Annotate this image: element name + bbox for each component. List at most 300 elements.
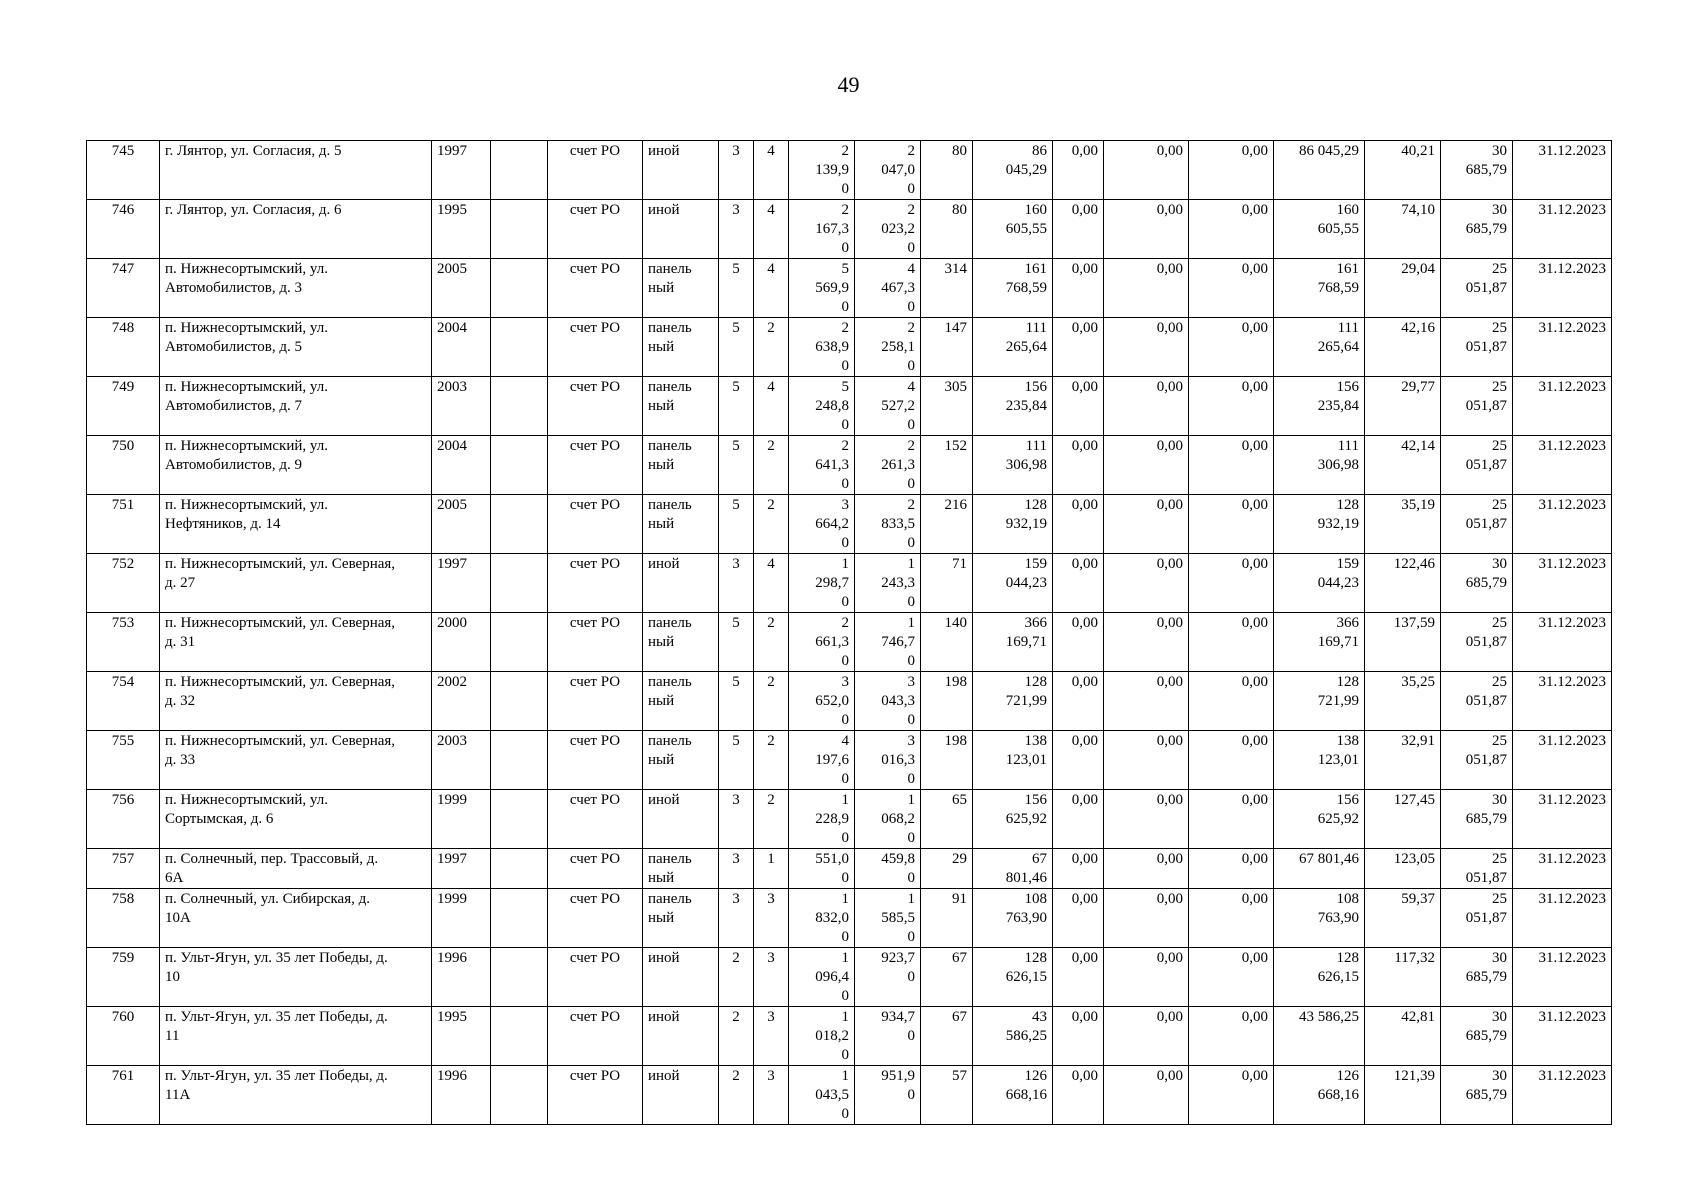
- cell-floors: 5: [719, 259, 754, 318]
- cell-fund-local: 0,00: [1189, 1066, 1274, 1125]
- table-row: [87, 259, 1612, 318]
- cell-cost-limit-line: 30: [1492, 1009, 1507, 1025]
- cell-fund-regional: 0,00: [1104, 613, 1189, 672]
- cell-address-line: п. Ульт-Ягун, ул. 35 лет Победы, д.: [165, 950, 388, 966]
- cell-wall-material-line: ный: [648, 457, 675, 473]
- cell-address-line: Автомобилистов, д. 9: [165, 457, 303, 473]
- cell-area-total-line: 298,7: [815, 575, 849, 591]
- cell-area-living-line: 0: [907, 653, 915, 669]
- cell-area-total: [789, 1007, 855, 1066]
- cell-entrances: 3: [754, 948, 789, 1007]
- cell-address-line: п. Нижнесортымский, ул.: [165, 438, 328, 454]
- cell-address: [160, 377, 432, 436]
- cell-area-total: [789, 849, 855, 889]
- cell-entrances: 3: [754, 1007, 789, 1066]
- cell-fund-owners: [1274, 672, 1365, 731]
- cell-wall-material: [643, 849, 719, 889]
- cell-area-living: [855, 495, 921, 554]
- cell-fund-regional: 0,00: [1104, 495, 1189, 554]
- table-row: [87, 200, 1612, 259]
- cell-fund-local: 0,00: [1189, 790, 1274, 849]
- cell-fund-method: счет РО: [548, 731, 643, 790]
- cell-cost-limit: [1441, 613, 1513, 672]
- cell-fund-local: 0,00: [1189, 849, 1274, 889]
- cell-cost-per-sqm: 42,16: [1365, 318, 1441, 377]
- cell-fund-owners-line: 721,99: [1317, 693, 1359, 709]
- cell-fund-owners-line: 159: [1336, 556, 1359, 572]
- cell-cost-per-sqm: 29,77: [1365, 377, 1441, 436]
- cell-fund-method: счет РО: [548, 554, 643, 613]
- cell-cost-total-line: 605,55: [1005, 221, 1047, 237]
- cell-cost-per-sqm: 29,04: [1365, 259, 1441, 318]
- cell-fund-owners-line: 156: [1336, 379, 1359, 395]
- cell-area-living-line: 2: [907, 202, 915, 218]
- cell-fund-method: счет РО: [548, 495, 643, 554]
- cell-empty: [491, 259, 548, 318]
- cell-cost-per-sqm: 42,14: [1365, 436, 1441, 495]
- cell-address-line: д. 27: [165, 575, 196, 591]
- cell-cost-limit: [1441, 672, 1513, 731]
- cell-area-total-line: 569,9: [815, 280, 849, 296]
- cell-residents: 91: [921, 889, 973, 948]
- cell-cost-total-line: 625,92: [1005, 811, 1047, 827]
- cell-cost-total-line: 586,25: [1005, 1028, 1047, 1044]
- cell-entrances: 1: [754, 849, 789, 889]
- cell-cost-total-line: 169,71: [1005, 634, 1047, 650]
- cell-wall-material: [643, 672, 719, 731]
- cell-cost-per-sqm: 40,21: [1365, 141, 1441, 200]
- cell-area-living: [855, 318, 921, 377]
- cell-wall-material-line: ный: [648, 280, 675, 296]
- cell-area-total: [789, 731, 855, 790]
- cell-area-total: [789, 889, 855, 948]
- cell-number: 749: [87, 377, 160, 436]
- cell-area-living-line: 1: [907, 891, 915, 907]
- cell-cost-total: [973, 849, 1053, 889]
- cell-fund-local: 0,00: [1189, 889, 1274, 948]
- cell-area-total-line: 1: [841, 1068, 849, 1084]
- cell-area-total-line: 2: [841, 438, 849, 454]
- cell-cost-total-line: 111: [1025, 438, 1047, 454]
- cell-area-living-line: 0: [907, 1028, 915, 1044]
- cell-wall-material-line: иной: [648, 792, 680, 808]
- cell-wall-material-line: иной: [648, 556, 680, 572]
- cell-cost-per-sqm: 127,45: [1365, 790, 1441, 849]
- cell-cost-limit: [1441, 495, 1513, 554]
- cell-address-line: 6А: [165, 870, 184, 886]
- cell-cost-total: [973, 1066, 1053, 1125]
- cell-address-line: п. Нижнесортымский, ул.: [165, 497, 328, 513]
- cell-area-total-line: 832,0: [815, 910, 849, 926]
- cell-year: 1995: [432, 1007, 491, 1066]
- cell-cost-per-sqm: 59,37: [1365, 889, 1441, 948]
- cell-fund-local: 0,00: [1189, 495, 1274, 554]
- cell-cost-total: [973, 731, 1053, 790]
- cell-area-living-line: 833,5: [881, 516, 915, 532]
- cell-cost-total: [973, 790, 1053, 849]
- cell-area-total-line: 551,0: [815, 851, 849, 867]
- cell-deadline: 31.12.2023: [1513, 1066, 1612, 1125]
- cell-wall-material-line: панель: [648, 615, 692, 631]
- cell-fund-owners-line: 111: [1337, 438, 1359, 454]
- cell-area-living-line: 4: [907, 261, 915, 277]
- cell-year: 2002: [432, 672, 491, 731]
- cell-cost-limit-line: 685,79: [1465, 969, 1507, 985]
- cell-empty: [491, 436, 548, 495]
- cell-address-line: п. Нижнесортымский, ул. Северная,: [165, 615, 396, 631]
- cell-fund-regional: 0,00: [1104, 377, 1189, 436]
- cell-deadline: 31.12.2023: [1513, 731, 1612, 790]
- cell-address-line: д. 32: [165, 693, 196, 709]
- cell-fund-federal: 0,00: [1053, 200, 1104, 259]
- cell-area-living: [855, 1066, 921, 1125]
- cell-area-living-line: 0: [907, 771, 915, 787]
- cell-fund-owners-line: 605,55: [1317, 221, 1359, 237]
- cell-cost-total: [973, 495, 1053, 554]
- cell-year: 1996: [432, 1066, 491, 1125]
- cell-cost-limit: [1441, 731, 1513, 790]
- cell-deadline: 31.12.2023: [1513, 318, 1612, 377]
- cell-fund-owners-line: 128: [1336, 674, 1359, 690]
- cell-entrances: 2: [754, 318, 789, 377]
- cell-area-living-line: 258,1: [881, 339, 915, 355]
- cell-empty: [491, 889, 548, 948]
- cell-area-total: [789, 948, 855, 1007]
- cell-cost-total-line: 126: [1024, 1068, 1047, 1084]
- cell-wall-material-line: ный: [648, 634, 675, 650]
- cell-address-line: Автомобилистов, д. 7: [165, 398, 303, 414]
- cell-area-total: [789, 1066, 855, 1125]
- cell-area-total: [789, 200, 855, 259]
- cell-fund-owners-line: 768,59: [1317, 280, 1359, 296]
- cell-cost-limit-line: 051,87: [1465, 280, 1507, 296]
- cell-fund-owners-line: 169,71: [1317, 634, 1359, 650]
- cell-fund-regional: 0,00: [1104, 672, 1189, 731]
- cell-area-total-line: 1: [841, 1009, 849, 1025]
- cell-cost-total: [973, 889, 1053, 948]
- cell-fund-federal: 0,00: [1053, 554, 1104, 613]
- cell-cost-total: [973, 948, 1053, 1007]
- cell-wall-material-line: панель: [648, 733, 692, 749]
- cell-deadline: 31.12.2023: [1513, 259, 1612, 318]
- cell-fund-method: счет РО: [548, 849, 643, 889]
- cell-cost-limit-line: 30: [1492, 556, 1507, 572]
- cell-fund-regional: 0,00: [1104, 1066, 1189, 1125]
- cell-cost-limit: [1441, 259, 1513, 318]
- cell-residents: 71: [921, 554, 973, 613]
- cell-residents: 80: [921, 141, 973, 200]
- cell-fund-owners-line: 626,15: [1317, 969, 1359, 985]
- cell-fund-regional: 0,00: [1104, 141, 1189, 200]
- cell-number: 758: [87, 889, 160, 948]
- cell-cost-total: [973, 1007, 1053, 1066]
- cell-cost-per-sqm: 74,10: [1365, 200, 1441, 259]
- cell-area-total-line: 0: [841, 771, 849, 787]
- cell-cost-limit: [1441, 200, 1513, 259]
- cell-entrances: 3: [754, 1066, 789, 1125]
- cell-fund-regional: 0,00: [1104, 849, 1189, 889]
- cell-cost-limit-line: 685,79: [1465, 162, 1507, 178]
- cell-area-total: [789, 318, 855, 377]
- cell-area-total: [789, 672, 855, 731]
- cell-number: 757: [87, 849, 160, 889]
- cell-cost-limit-line: 25: [1492, 379, 1507, 395]
- cell-wall-material-line: ный: [648, 516, 675, 532]
- table-row: [87, 1007, 1612, 1066]
- cell-fund-owners: [1274, 554, 1365, 613]
- cell-cost-total-line: 128: [1024, 950, 1047, 966]
- cell-address-line: 11А: [165, 1087, 191, 1103]
- cell-fund-owners-line: 160: [1336, 202, 1359, 218]
- cell-address-line: п. Нижнесортымский, ул.: [165, 261, 328, 277]
- cell-deadline: 31.12.2023: [1513, 141, 1612, 200]
- cell-residents: 198: [921, 672, 973, 731]
- cell-area-total-line: 096,4: [815, 969, 849, 985]
- cell-area-living-line: 585,5: [881, 910, 915, 926]
- cell-area-total-line: 167,3: [815, 221, 849, 237]
- cell-area-living-line: 0: [907, 535, 915, 551]
- cell-address: [160, 495, 432, 554]
- cell-cost-total: [973, 200, 1053, 259]
- cell-floors: 2: [719, 1066, 754, 1125]
- cell-address-line: п. Нижнесортымский, ул. Северная,: [165, 674, 396, 690]
- page-number: 49: [837, 72, 860, 97]
- cell-cost-total-line: 768,59: [1005, 280, 1047, 296]
- cell-area-total-line: 0: [841, 417, 849, 433]
- cell-cost-limit: [1441, 554, 1513, 613]
- cell-empty: [491, 200, 548, 259]
- cell-cost-limit-line: 051,87: [1465, 752, 1507, 768]
- cell-wall-material: [643, 436, 719, 495]
- cell-cost-total-line: 123,01: [1005, 752, 1047, 768]
- table-row: [87, 495, 1612, 554]
- table-body: [87, 141, 1612, 1125]
- cell-cost-per-sqm: 122,46: [1365, 554, 1441, 613]
- cell-fund-federal: 0,00: [1053, 436, 1104, 495]
- cell-area-living: [855, 672, 921, 731]
- cell-area-living: [855, 948, 921, 1007]
- cell-cost-total-line: 159: [1024, 556, 1047, 572]
- cell-area-living-line: 0: [907, 830, 915, 846]
- cell-address-line: Нефтяников, д. 14: [165, 516, 281, 532]
- cell-cost-total: [973, 377, 1053, 436]
- housing-registry-table: [86, 140, 1612, 1125]
- cell-fund-regional: 0,00: [1104, 948, 1189, 1007]
- cell-cost-total-line: 128: [1024, 674, 1047, 690]
- cell-area-total-line: 638,9: [815, 339, 849, 355]
- cell-address-line: д. 33: [165, 752, 196, 768]
- cell-fund-local: 0,00: [1189, 436, 1274, 495]
- cell-area-living: [855, 889, 921, 948]
- cell-fund-owners-line: 668,16: [1317, 1087, 1359, 1103]
- cell-fund-local: 0,00: [1189, 731, 1274, 790]
- cell-cost-total-line: 763,90: [1005, 910, 1047, 926]
- cell-wall-material-line: ный: [648, 910, 675, 926]
- cell-fund-owners: [1274, 200, 1365, 259]
- cell-cost-total-line: 306,98: [1005, 457, 1047, 473]
- cell-address: [160, 200, 432, 259]
- cell-empty: [491, 1066, 548, 1125]
- cell-deadline: 31.12.2023: [1513, 377, 1612, 436]
- cell-entrances: 3: [754, 889, 789, 948]
- cell-entrances: 4: [754, 554, 789, 613]
- cell-cost-limit: [1441, 790, 1513, 849]
- cell-deadline: 31.12.2023: [1513, 436, 1612, 495]
- cell-floors: 5: [719, 377, 754, 436]
- cell-wall-material-line: иной: [648, 1068, 680, 1084]
- cell-area-total-line: 3: [841, 674, 849, 690]
- cell-cost-limit-line: 25: [1492, 615, 1507, 631]
- cell-residents: 314: [921, 259, 973, 318]
- cell-area-living-line: 3: [907, 733, 915, 749]
- cell-number: 746: [87, 200, 160, 259]
- cell-floors: 5: [719, 495, 754, 554]
- cell-number: 752: [87, 554, 160, 613]
- cell-cost-total-line: 111: [1025, 320, 1047, 336]
- table-row: [87, 948, 1612, 1007]
- cell-fund-owners: [1274, 318, 1365, 377]
- cell-floors: 2: [719, 1007, 754, 1066]
- cell-fund-local: 0,00: [1189, 672, 1274, 731]
- cell-cost-total-line: 045,29: [1005, 162, 1047, 178]
- cell-fund-owners: [1274, 1007, 1365, 1066]
- cell-area-living: [855, 141, 921, 200]
- cell-fund-method: счет РО: [548, 377, 643, 436]
- cell-address-line: п. Солнечный, ул. Сибирская, д.: [165, 891, 370, 907]
- cell-cost-limit-line: 051,87: [1465, 339, 1507, 355]
- cell-area-total-line: 2: [841, 143, 849, 159]
- cell-deadline: 31.12.2023: [1513, 200, 1612, 259]
- cell-area-total-line: 641,3: [815, 457, 849, 473]
- cell-floors: 3: [719, 849, 754, 889]
- cell-wall-material-line: ный: [648, 693, 675, 709]
- cell-area-total-line: 5: [841, 261, 849, 277]
- cell-wall-material: [643, 889, 719, 948]
- cell-year: 1997: [432, 554, 491, 613]
- cell-fund-local: 0,00: [1189, 1007, 1274, 1066]
- cell-year: 2005: [432, 259, 491, 318]
- cell-fund-owners-line: 43 586,25: [1299, 1009, 1359, 1025]
- cell-empty: [491, 849, 548, 889]
- table-row: [87, 613, 1612, 672]
- cell-entrances: 4: [754, 377, 789, 436]
- cell-cost-limit-line: 25: [1492, 320, 1507, 336]
- cell-fund-local: 0,00: [1189, 318, 1274, 377]
- cell-fund-owners-line: 235,84: [1317, 398, 1359, 414]
- cell-fund-method: счет РО: [548, 200, 643, 259]
- cell-wall-material: [643, 731, 719, 790]
- cell-number: 759: [87, 948, 160, 1007]
- cell-area-total-line: 0: [841, 988, 849, 1004]
- cell-year: 2004: [432, 318, 491, 377]
- cell-address: [160, 849, 432, 889]
- cell-fund-federal: 0,00: [1053, 259, 1104, 318]
- cell-area-total-line: 043,5: [815, 1087, 849, 1103]
- cell-address-line: п. Нижнесортымский, ул. Северная,: [165, 733, 396, 749]
- cell-address-line: г. Лянтор, ул. Согласия, д. 6: [165, 202, 342, 218]
- cell-year: 1999: [432, 889, 491, 948]
- cell-floors: 3: [719, 790, 754, 849]
- cell-cost-total-line: 626,15: [1005, 969, 1047, 985]
- cell-fund-regional: 0,00: [1104, 259, 1189, 318]
- cell-area-total: [789, 141, 855, 200]
- cell-cost-per-sqm: 137,59: [1365, 613, 1441, 672]
- cell-area-total-line: 0: [841, 299, 849, 315]
- cell-fund-regional: 0,00: [1104, 790, 1189, 849]
- cell-area-living: [855, 790, 921, 849]
- cell-floors: 5: [719, 613, 754, 672]
- cell-cost-total-line: 128: [1024, 497, 1047, 513]
- cell-address: [160, 613, 432, 672]
- cell-area-living-line: 068,2: [881, 811, 915, 827]
- cell-address: [160, 889, 432, 948]
- cell-cost-total-line: 044,23: [1005, 575, 1047, 591]
- cell-area-total-line: 0: [841, 181, 849, 197]
- cell-year: 2005: [432, 495, 491, 554]
- cell-deadline: 31.12.2023: [1513, 613, 1612, 672]
- cell-fund-federal: 0,00: [1053, 318, 1104, 377]
- cell-area-total-line: 248,8: [815, 398, 849, 414]
- cell-area-total-line: 5: [841, 379, 849, 395]
- cell-cost-limit-line: 25: [1492, 891, 1507, 907]
- cell-address-line: п. Нижнесортымский, ул.: [165, 320, 328, 336]
- cell-number: 755: [87, 731, 160, 790]
- cell-empty: [491, 731, 548, 790]
- cell-fund-local: 0,00: [1189, 613, 1274, 672]
- cell-cost-limit-line: 30: [1492, 950, 1507, 966]
- cell-cost-total-line: 86: [1032, 143, 1047, 159]
- cell-wall-material-line: панель: [648, 261, 692, 277]
- cell-area-living-line: 934,7: [881, 1009, 915, 1025]
- cell-area-total-line: 228,9: [815, 811, 849, 827]
- cell-cost-per-sqm: 35,25: [1365, 672, 1441, 731]
- cell-cost-total-line: 265,64: [1005, 339, 1047, 355]
- cell-area-living-line: 2: [907, 497, 915, 513]
- cell-fund-owners-line: 366: [1336, 615, 1359, 631]
- cell-area-living: [855, 731, 921, 790]
- cell-empty: [491, 672, 548, 731]
- cell-floors: 5: [719, 318, 754, 377]
- cell-cost-total: [973, 613, 1053, 672]
- cell-area-total: [789, 377, 855, 436]
- cell-year: 1999: [432, 790, 491, 849]
- cell-cost-total-line: 156: [1024, 792, 1047, 808]
- cell-deadline: 31.12.2023: [1513, 948, 1612, 1007]
- cell-fund-owners: [1274, 613, 1365, 672]
- cell-fund-method: счет РО: [548, 889, 643, 948]
- cell-cost-limit-line: 685,79: [1465, 221, 1507, 237]
- cell-area-living-line: 2: [907, 438, 915, 454]
- cell-area-total-line: 1: [841, 792, 849, 808]
- cell-entrances: 4: [754, 259, 789, 318]
- cell-fund-method: счет РО: [548, 672, 643, 731]
- cell-area-total-line: 652,0: [815, 693, 849, 709]
- cell-cost-limit-line: 685,79: [1465, 1087, 1507, 1103]
- cell-entrances: 2: [754, 790, 789, 849]
- cell-year: 2000: [432, 613, 491, 672]
- table-row: [87, 731, 1612, 790]
- cell-empty: [491, 141, 548, 200]
- cell-fund-federal: 0,00: [1053, 731, 1104, 790]
- cell-area-living: [855, 554, 921, 613]
- cell-floors: 3: [719, 889, 754, 948]
- cell-entrances: 4: [754, 141, 789, 200]
- cell-cost-limit: [1441, 318, 1513, 377]
- cell-cost-total-line: 668,16: [1005, 1087, 1047, 1103]
- cell-area-living-line: 459,8: [881, 851, 915, 867]
- cell-fund-regional: 0,00: [1104, 436, 1189, 495]
- cell-address-line: Сортымская, д. 6: [165, 811, 274, 827]
